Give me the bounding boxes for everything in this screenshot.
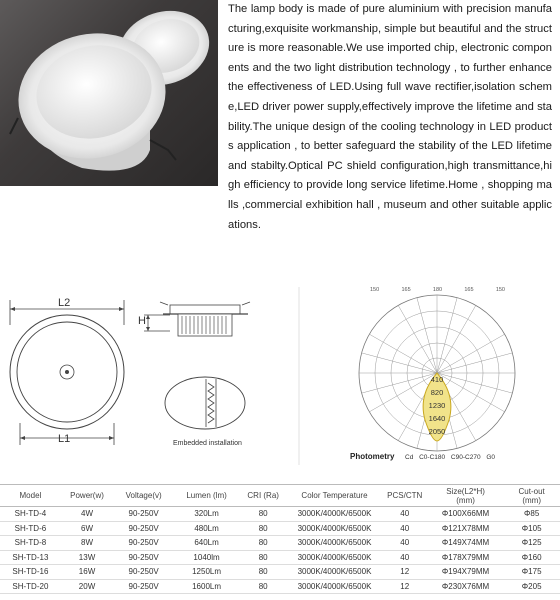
cell: Φ194X79MM	[428, 565, 504, 580]
cell: 1600Lm	[174, 579, 239, 594]
cell: 3000K/4000K/6500K	[287, 565, 381, 580]
h-label: H	[138, 315, 146, 327]
cell: 3000K/4000K/6500K	[287, 507, 381, 522]
table-row	[0, 550, 560, 565]
cell: Φ105	[503, 521, 560, 536]
cell: Φ205	[503, 579, 560, 594]
cell: 80	[239, 579, 287, 594]
angle-label: 150	[495, 287, 505, 293]
cell: 1040lm	[174, 550, 239, 565]
col-header-size: Size(L2*H) (mm)	[428, 485, 504, 507]
cell: 40	[382, 550, 428, 565]
angle-label: 180	[432, 287, 443, 293]
front-view-drawing	[10, 300, 124, 445]
product-photo	[0, 0, 218, 186]
cell: 90-250V	[113, 550, 174, 565]
photometry-label: Photometry	[350, 452, 395, 461]
table-row	[0, 565, 560, 580]
cell: 90-250V	[113, 536, 174, 551]
cell: 40	[382, 507, 428, 522]
spec-table	[0, 484, 560, 594]
product-description: The lamp body is made of pure aluminium with precision manufacturing,exquisite workmanship, simple but beautiful and the structure is more reasonable.We use imported chip, electronic components and the two light distribution technology , to further enhance the effectiveness of LED.Using full wave rectifier,isolation scheme,LED driver power supply,effectively improve the lifetime and stability.The unique design of the cooling technology in LED products application , to better safeguard the stability of the LED lifetime and stabilty.Optical PC shield configuration,high transmittance,high efficiency to provide long service lifetime.Home , shopping malls ,commercial exhibition hall , museum and other suitable applications.	[228, 3, 552, 231]
cell: 4W	[61, 507, 113, 522]
cell: 13W	[61, 550, 113, 565]
cell: Φ230X76MM	[428, 579, 504, 594]
cell: 12	[382, 565, 428, 580]
ring-label: 2050	[428, 427, 446, 436]
cell: SH-TD-13	[0, 550, 61, 565]
cell: Φ175	[503, 565, 560, 580]
cell: Φ160	[503, 550, 560, 565]
col-header-lumen: Lumen (lm)	[174, 485, 239, 507]
cell: 3000K/4000K/6500K	[287, 550, 381, 565]
col-header-color-temperature: Color Temperature	[287, 485, 381, 507]
cell: SH-TD-4	[0, 507, 61, 522]
cell: 12	[382, 579, 428, 594]
angle-label: 150	[370, 287, 380, 293]
table-row	[0, 579, 560, 594]
table-row	[0, 536, 560, 551]
cell: 40	[382, 536, 428, 551]
cell: 640Lm	[174, 536, 239, 551]
table-header-row	[0, 485, 560, 507]
col-header-voltage: Voltage(v)	[113, 485, 174, 507]
angle-label: 165	[401, 287, 411, 293]
cell: 80	[239, 550, 287, 565]
embedded-installation-caption: Embedded installation	[173, 440, 242, 447]
cell: 20W	[61, 579, 113, 594]
col-header-pcs-ctn: PCS/CTN	[382, 485, 428, 507]
angle-label: 165	[464, 287, 474, 293]
cell: 80	[239, 565, 287, 580]
cell: SH-TD-8	[0, 536, 61, 551]
cell: 16W	[61, 565, 113, 580]
l2-label: L2	[58, 297, 71, 309]
cell: Φ149X74MM	[428, 536, 504, 551]
cell: SH-TD-20	[0, 579, 61, 594]
cell: 480Lm	[174, 521, 239, 536]
cell: Φ100X66MM	[428, 507, 504, 522]
cell: Φ121X78MM	[428, 521, 504, 536]
col-header-model: Model	[0, 485, 61, 507]
cell: 6W	[61, 521, 113, 536]
cell: Φ85	[503, 507, 560, 522]
cell: 90-250V	[113, 507, 174, 522]
col-header-power: Power(w)	[61, 485, 113, 507]
ring-label: 820	[430, 388, 444, 397]
embedded-installation-drawing	[165, 377, 245, 429]
cell: 1250Lm	[174, 565, 239, 580]
col-header-cutout: Cut-out (mm)	[503, 485, 560, 507]
cell: Φ125	[503, 536, 560, 551]
cell: 320Lm	[174, 507, 239, 522]
table-row	[0, 507, 560, 522]
cell: 90-250V	[113, 521, 174, 536]
photometry-ring-labels	[416, 373, 458, 438]
cell: 3000K/4000K/6500K	[287, 521, 381, 536]
cell: 80	[239, 536, 287, 551]
cell: 40	[382, 521, 428, 536]
side-view-drawing	[144, 302, 250, 336]
cell: 80	[239, 507, 287, 522]
cell: 8W	[61, 536, 113, 551]
photometry-angle-labels	[370, 287, 505, 293]
cell: SH-TD-16	[0, 565, 61, 580]
col-header-cri: CRI (Ra)	[239, 485, 287, 507]
ring-label: 1230	[428, 401, 446, 410]
cell: SH-TD-6	[0, 521, 61, 536]
technical-drawings	[0, 285, 560, 475]
cell: 3000K/4000K/6500K	[287, 579, 381, 594]
cell: 90-250V	[113, 565, 174, 580]
cell: 90-250V	[113, 579, 174, 594]
table-row	[0, 521, 560, 536]
cell: 80	[239, 521, 287, 536]
ring-label: 1640	[428, 414, 446, 423]
cell: 3000K/4000K/6500K	[287, 536, 381, 551]
photometry-legend: Cd C0-C180 C90-C270 G0	[405, 454, 496, 461]
cell: Φ178X79MM	[428, 550, 504, 565]
l1-label: L1	[58, 433, 71, 445]
ring-label: 410	[430, 375, 444, 384]
